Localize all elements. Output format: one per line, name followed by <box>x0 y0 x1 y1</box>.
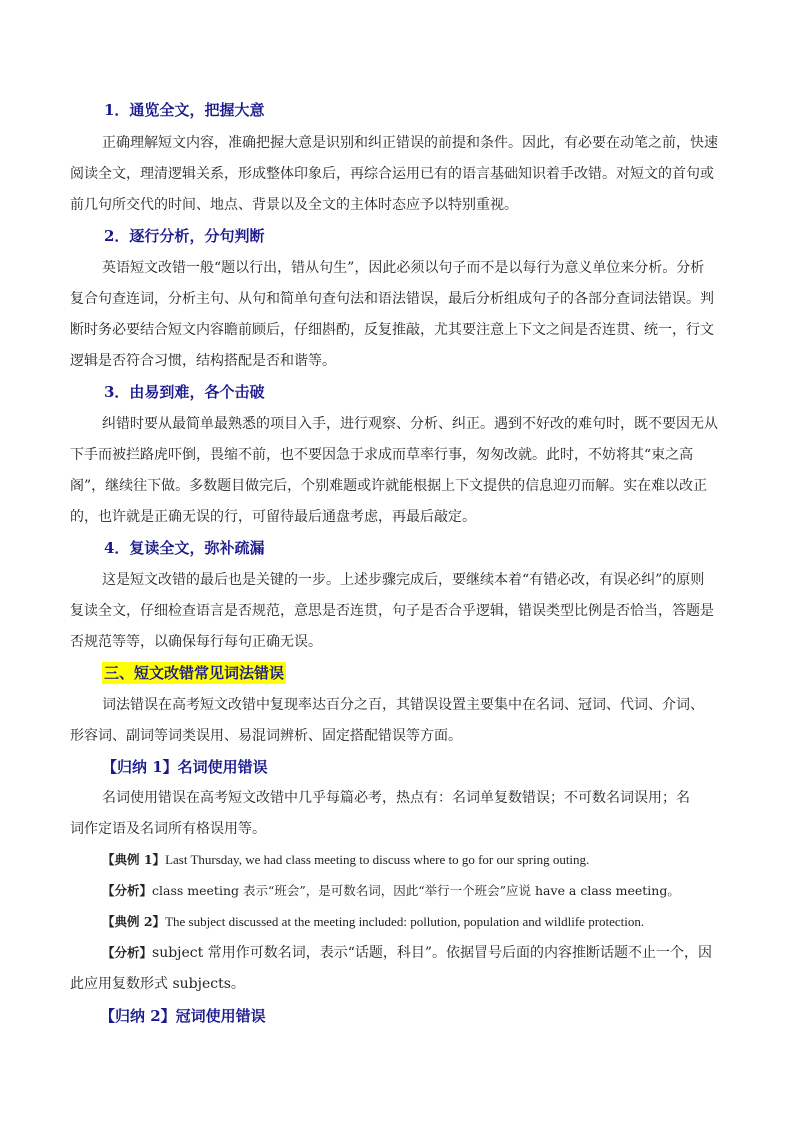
paragraph-line: 的，也许就是正确无误的行，可留待最后通盘考虑，再最后敲定。 <box>70 509 476 525</box>
section-4-title: 4．复读全文，弥补疏漏 <box>104 539 265 557</box>
example-1 <box>102 849 589 871</box>
section-3-title: 3．由易到难，各个击破 <box>104 383 265 401</box>
paragraph-line: 英语短文改错一般“题以行出，错从句生”，因此必须以句子而不是以每行为意义单位来分析。分析 <box>102 260 705 276</box>
paragraph-line: 阁”，继续往下做。多数题目做完后，个别难题或许就能根据上下文提供的信息迎刃而解。实在难以改正 <box>70 478 708 494</box>
paragraph-line: 否规范等等，以确保每行每句正确无误。 <box>70 634 322 650</box>
example-tag: 【典例 1】 <box>102 852 166 867</box>
section-1-title: 1．通览全文，把握大意 <box>104 101 265 119</box>
paragraph-line: 逻辑是否符合习惯，结构搭配是否和谐等。 <box>70 353 336 369</box>
paragraph-line: 名词使用错误在高考短文改错中几乎每篇必考，热点有：名词单复数错误；不可数名词误用；名 <box>102 790 690 806</box>
paragraph-line: 这是短文改错的最后也是关键的一步。上述步骤完成后，要继续本着“有错必改，有误必纠”的原则 <box>102 572 705 588</box>
summary-2-title: 【归纳 2】冠词使用错误 <box>100 1007 266 1025</box>
paragraph-line: 断时务必要结合短文内容瞻前顾后，仔细斟酌，反复推敲，尤其要注意上下文之间是否连贯、统一，行文 <box>70 322 714 338</box>
paragraph-line: 阅读全文，理清逻辑关系，形成整体印象后，再综合运用已有的语言基础知识着手改错。对短文的首句或 <box>70 166 714 182</box>
paragraph-line: 复读全文，仔细检查语言是否规范，意思是否连贯，句子是否合乎逻辑，错误类型比例是否恰当，答题是 <box>70 603 714 619</box>
paragraph-line: 下手而被拦路虎吓倒，畏缩不前，也不要因急于求成而草率行事，匆匆改就。此时，不妨将其“束之高 <box>70 447 694 463</box>
paragraph-line: 前几句所交代的时间、地点、背景以及全文的主体时态应予以特别重视。 <box>70 197 518 213</box>
part-3-heading: 三、短文改错常见词法错误 <box>104 664 285 682</box>
example-text: Last Thursday, we had class meeting to discuss where to go for our spring outing. <box>165 852 590 867</box>
section-2-title: 2．逐行分析，分句判断 <box>104 227 265 245</box>
analysis-text: subject 常用作可数名词，表示“话题，科目”。依据冒号后面的内容推断话题不止一个，因 <box>152 945 713 961</box>
summary-1-title: 【归纳 1】名词使用错误 <box>102 758 268 776</box>
paragraph-line: 纠错时要从最简单最熟悉的项目入手，进行观察、分析、纠正。遇到不好改的难句时，既不要因无从 <box>102 416 718 432</box>
paragraph-line: 词法错误在高考短文改错中复现率达百分之百，其错误设置主要集中在名词、冠词、代词、介词、 <box>102 697 704 713</box>
example-tag: 【典例 2】 <box>102 914 166 929</box>
analysis-text: class meeting 表示“班会”，是可数名词，因此“举行一个班会”应说 have a class meeting。 <box>152 883 680 898</box>
analysis-tag: 【分析】 <box>102 883 153 898</box>
paragraph-line: 正确理解短文内容，准确把握大意是识别和纠正错误的前提和条件。因此，有必要在动笔之前，快速 <box>102 135 718 151</box>
paragraph-line: 形容词、副词等词类误用、易混词辨析、固定搭配错误等方面。 <box>70 728 462 744</box>
example-2 <box>102 911 644 933</box>
paragraph-line: 复合句查连词，分析主句、从句和简单句查句法和语法错误，最后分析组成句子的各部分查词法错误。判 <box>70 291 714 307</box>
analysis-2 <box>102 942 712 964</box>
example-text: The subject discussed at the meeting included: pollution, population and wildlife protection. <box>165 914 645 929</box>
analysis-2-continuation: 此应用复数形式 subjects。 <box>70 976 245 992</box>
analysis-1 <box>102 880 680 902</box>
analysis-tag: 【分析】 <box>102 945 153 960</box>
paragraph-line: 词作定语及名词所有格误用等。 <box>70 821 266 837</box>
